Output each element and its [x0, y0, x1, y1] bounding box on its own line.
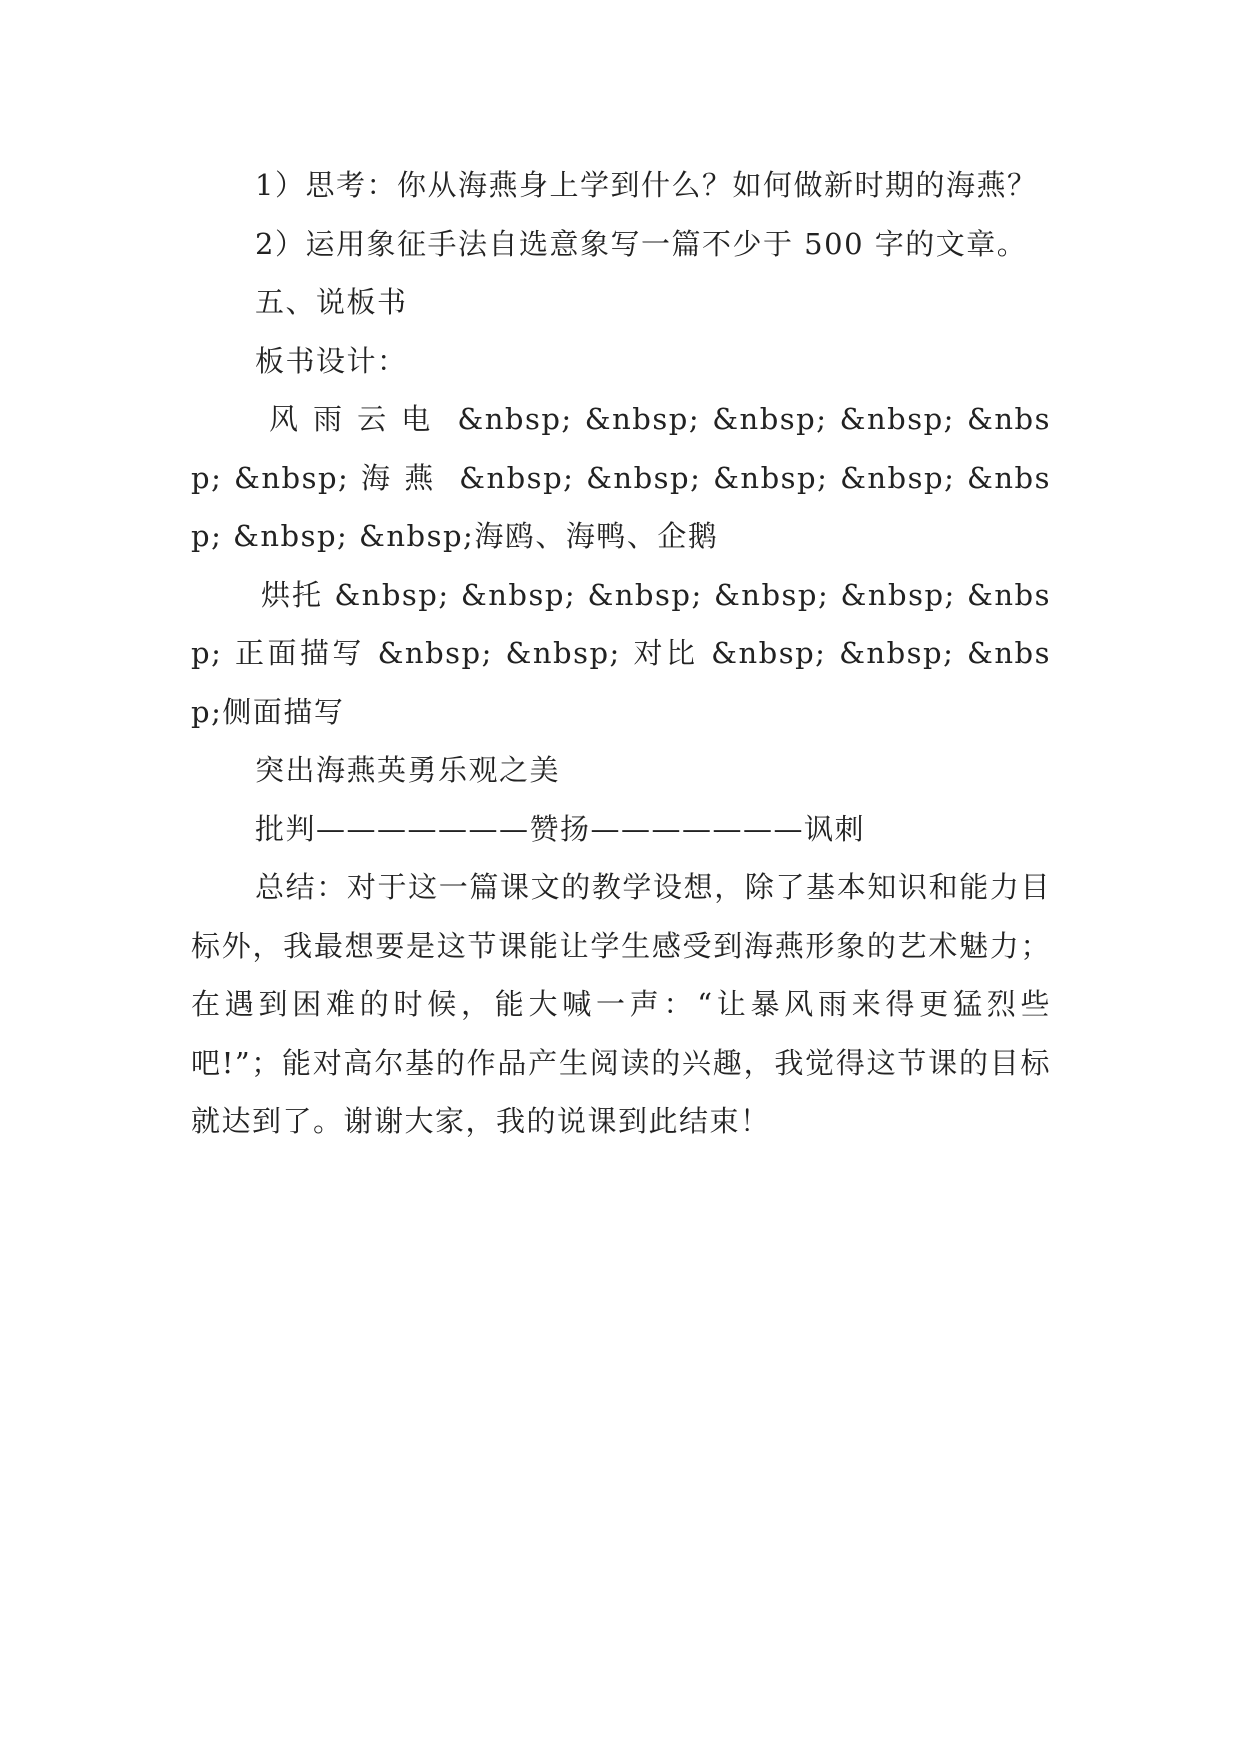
task-writing-paragraph: 2）运用象征手法自选意象写一篇不少于 500 字的文章。 [255, 226, 1028, 261]
board-row-imagery: 风 雨 云 电 &nbsp; &nbsp; &nbsp; &nbsp; &nbsp; &nbsp; 海 燕 &nbsp; &nbsp; &nbsp; &nbsp; &nbsp; &nbsp; &nbsp;海鸥、海鸭、企鹅 [191, 402, 1051, 553]
task-question-paragraph: 1）思考：你从海燕身上学到什么？如何做新时期的海燕？ [255, 168, 1038, 202]
document-body [191, 156, 1051, 1151]
section-heading: 五、说板书 [255, 285, 408, 319]
board-row-techniques: 烘托 &nbsp; &nbsp; &nbsp; &nbsp; &nbsp; &nbsp; 正面描写 &nbsp; &nbsp; 对比 &nbsp; &nbsp; &nbsp;侧面描写 [191, 577, 1051, 729]
board-row-theme: 突出海燕英勇乐观之美 [255, 753, 561, 787]
board-row-attitude: 批判———————赞扬———————讽刺 [255, 811, 866, 846]
board-design-label: 板书设计： [255, 343, 408, 378]
summary-paragraph: 总结：对于这一篇课文的教学设想，除了基本知识和能力目标外，我最想要是这节课能让学生感受到海燕形象的艺术魅力；在遇到困难的时候，能大喊一声：“让暴风雨来得更猛烈些吧!”；能对高尔基的作品产生阅读的兴趣，我觉得这节课的目标就达到了。谢谢大家，我的说课到此结束！ [191, 870, 1051, 1138]
